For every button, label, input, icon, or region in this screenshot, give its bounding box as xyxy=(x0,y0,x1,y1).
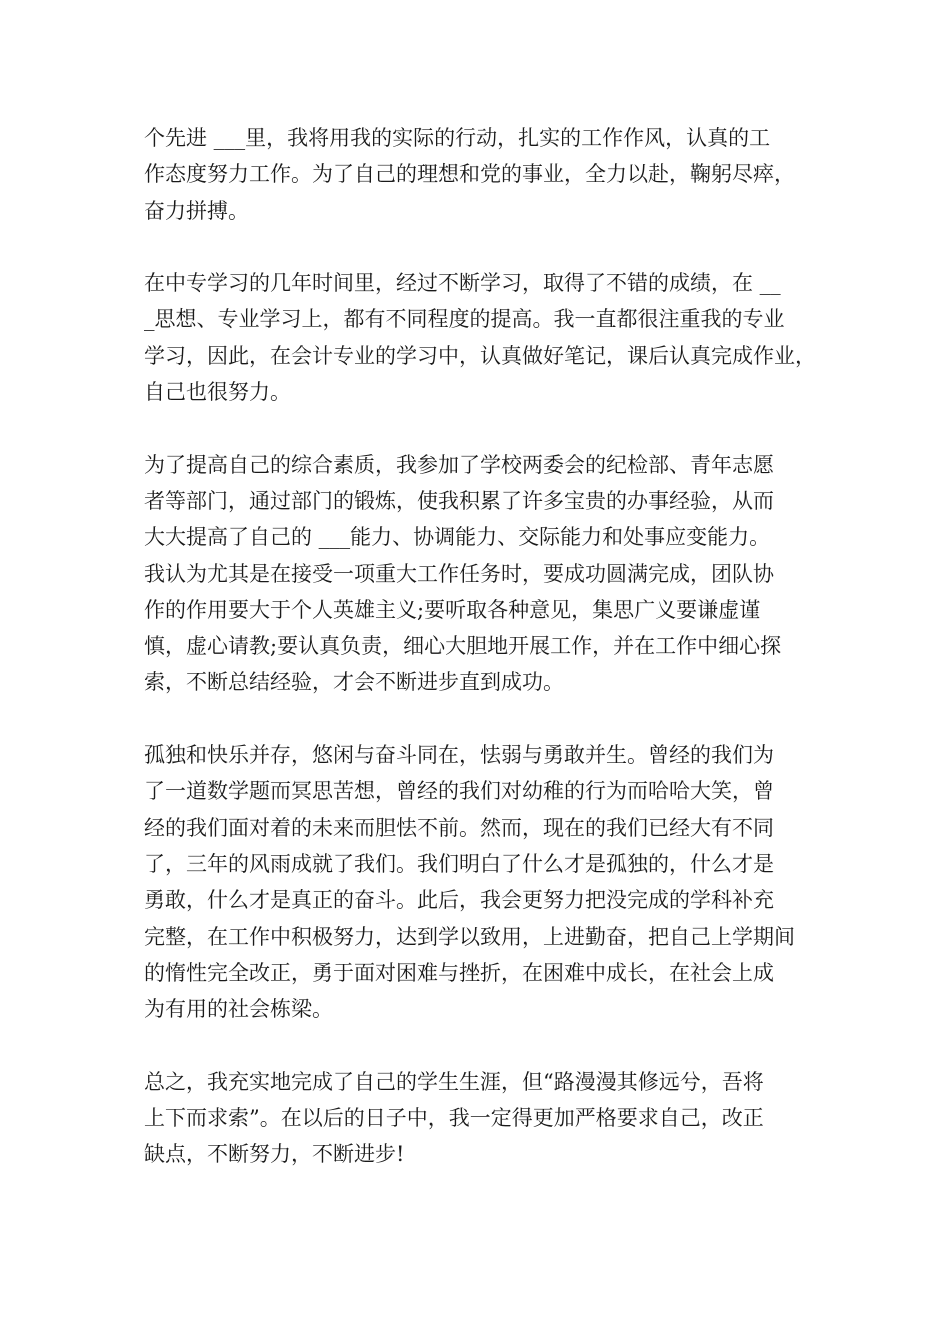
paragraph-spacer xyxy=(144,229,824,265)
text-line: 我认为尤其是在接受一项重大工作任务时，要成功圆满完成，团队协 xyxy=(144,561,774,586)
text-line: 上下而求索”。在以后的日子中，我一定得更加严格要求自己，改正 xyxy=(144,1106,764,1131)
text-line: 为有用的社会栋梁。 xyxy=(144,997,333,1022)
text-line: 奋力拼搏。 xyxy=(144,198,249,223)
text-line: 经的我们面对着的未来而胆怯不前。然而，现在的我们已经大有不同 xyxy=(144,815,774,840)
text-line: 的惰性完全改正，勇于面对困难与挫折，在困难中成长，在社会上成 xyxy=(144,960,774,985)
text-line: 在中专学习的几年时间里，经过不断学习，取得了不错的成绩，在 __ xyxy=(144,271,781,296)
text-line: 学习，因此，在会计专业的学习中，认真做好笔记，课后认真完成作业， xyxy=(144,343,816,368)
text-line: 勇敢，什么才是真正的奋斗。此后，我会更努力把没完成的学科补充 xyxy=(144,888,774,913)
text-line: 完整，在工作中积极努力，达到学以致用，上进勤奋，把自己上学期间 xyxy=(144,924,795,949)
text-line: 索，不断总结经验，才会不断进步直到成功。 xyxy=(144,670,564,695)
text-line: 为了提高自己的综合素质，我参加了学校两委会的纪检部、青年志愿 xyxy=(144,452,774,477)
text-line: 慎，虚心请教;要认真负责，细心大胆地开展工作，并在工作中细心探 xyxy=(144,634,782,659)
paragraph-conclusion xyxy=(144,1064,824,1173)
text-line: 作的作用要大于个人英雄主义;要听取各种意见，集思广义要谦虚谨 xyxy=(144,597,761,622)
paragraph-spacer xyxy=(144,410,824,446)
text-line: _思想、专业学习上，都有不同程度的提高。我一直都很注重我的专业 xyxy=(144,307,785,332)
text-line: 大大提高了自己的 ___能力、协调能力、交际能力和处事应变能力。 xyxy=(144,525,771,550)
text-line: 缺点，不断努力，不断进步! xyxy=(144,1142,405,1167)
paragraph-study xyxy=(144,265,824,410)
text-line: 个先进 ___里，我将用我的实际的行动，扎实的工作作风，认真的工 xyxy=(144,126,771,150)
paragraph-spacer xyxy=(144,1027,824,1063)
paragraph-spacer xyxy=(144,701,824,737)
paragraph-reflection xyxy=(144,737,824,1027)
text-line: 作态度努力工作。为了自己的理想和党的事业，全力以赴，鞠躬尽瘁， xyxy=(144,162,795,187)
text-line: 了一道数学题而冥思苦想，曾经的我们对幼稚的行为而哈哈大笑，曾 xyxy=(144,779,774,804)
paragraph-activities xyxy=(144,447,824,701)
text-line: 孤独和快乐并存，悠闲与奋斗同在，怯弱与勇敢并生。曾经的我们为 xyxy=(144,743,774,768)
document-body xyxy=(144,120,824,1173)
text-line: 自己也很努力。 xyxy=(144,380,291,405)
paragraph-commitment xyxy=(144,120,824,229)
text-line: 了，三年的风雨成就了我们。我们明白了什么才是孤独的，什么才是 xyxy=(144,851,774,876)
text-line: 总之，我充实地完成了自己的学生生涯，但“路漫漫其修远兮，吾将 xyxy=(144,1069,764,1094)
text-line: 者等部门，通过部门的锻炼，使我积累了许多宝贵的办事经验，从而 xyxy=(144,488,774,513)
